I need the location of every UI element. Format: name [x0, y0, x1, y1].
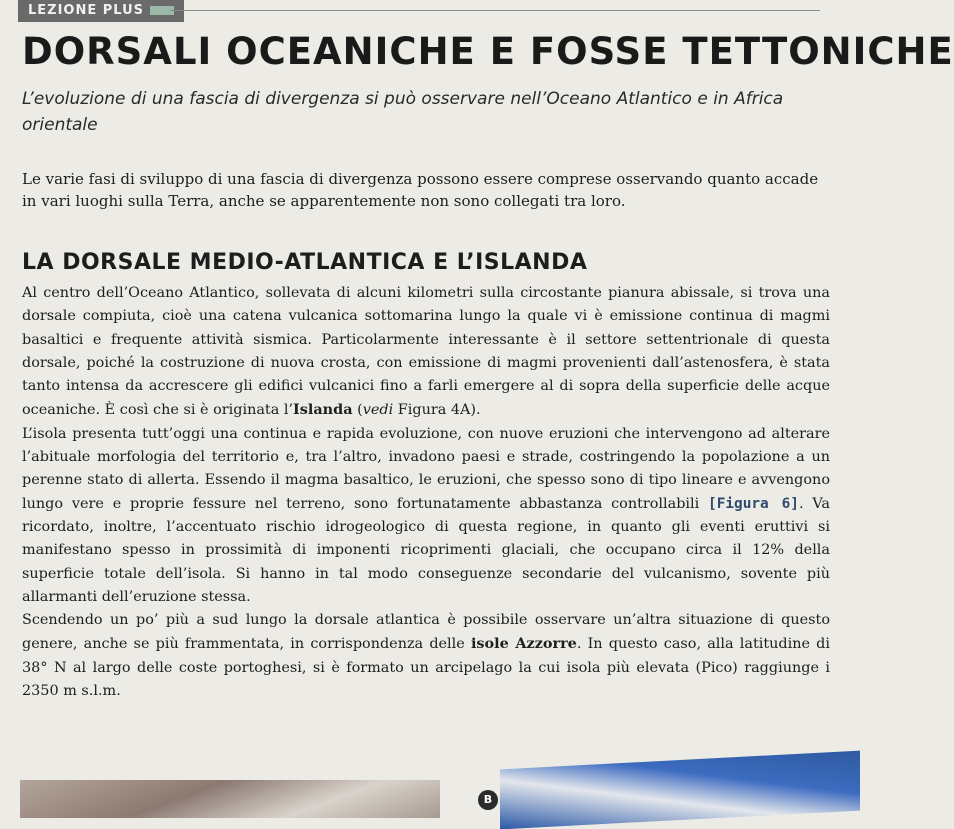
header-rule [170, 10, 820, 11]
paragraph-1-paren: ( [352, 402, 363, 419]
figure-6-reference: [Figura 6] [708, 495, 799, 512]
paragraph-1-ref: Figura 4A). [393, 402, 481, 419]
paragraph-1-text: Al centro dell’Oceano Atlantico, sollevata di alcuni kilometri sulla circostante pianura abissale, si trova una dorsale compiuta, cioè una catena vulcanica sottomarina lungo la quale vi è emissione continua di magmi basaltici e frequente attività sismica. Particolarmente interessante è il settore settentrionale di questa dorsale, poiché la costruzione di nuova crosta, con emissione di magmi provenienti dall’astenosfera, è stata tanto intensa da accrescere gli edifici vulcanici fino a farli emergere al di sopra della superficie delle acque oceaniche. È così che si è originata l’ [22, 285, 830, 419]
lesson-tag-label: LEZIONE PLUS [28, 3, 145, 18]
paragraph-3 [22, 609, 830, 703]
intro-paragraph: Le varie fasi di sviluppo di una fascia di divergenza possono essere comprese osservando quanto accade in vari luoghi sulla Terra, anche se apparentemente non sono collegati tra loro. [22, 170, 819, 210]
body-text [22, 282, 830, 703]
figure-badge: B [478, 790, 498, 810]
page-subtitle: L’evoluzione di una fascia di divergenza si può osservare nell’Oceano Atlantico e in Africa orientale [22, 89, 784, 135]
paragraph-2-text: L’isola presenta tutt’oggi una continua e rapida evoluzione, con nuove eruzioni che intervengono ad alterare l’abituale morfologia del territorio e, tra l’altro, invadono paesi e strade, costringendo la popolazione a un perenne stato di allerta. Essendo il magma basaltico, le eruzioni, che spesso sono di tipo lineare e avvengono lungo vere e proprie fessure nel terreno, sono fortunatamente abbastanza controllabili [22, 425, 830, 512]
paragraph-3-text-end: . In questo caso, alla latitudine di 38° N al largo delle coste portoghesi, si è formato un arcipelago la cui isola più elevata (Pico) raggiunge i 2350 m s.l.m. [22, 636, 831, 700]
lesson-tag [18, 0, 184, 22]
figure-photo-a [20, 780, 440, 818]
paragraph-3-text: Scendendo un po’ più a sud lungo la dorsale atlantica è possibile osservare un’altra situazione di questo genere, anche se più frammentata, in corrispondenza delle [22, 612, 830, 653]
paragraph-1 [22, 282, 830, 423]
figure-photo-b [500, 751, 860, 829]
paragraph-2 [22, 423, 830, 609]
keyword-islanda: Islanda [293, 401, 353, 419]
keyword-azzorre: isole Azzorre [470, 635, 577, 653]
section-heading: LA DORSALE MEDIO-ATLANTICA E L’ISLANDA [22, 250, 588, 275]
page-title: DORSALI OCEANICHE E FOSSE TETTONICHE [22, 30, 954, 73]
figure-photo-strip [0, 780, 860, 818]
paragraph-2-text-end: . Va ricordato, inoltre, l’accentuato rischio idrogeologico di questa regione, in quanto gli eventi eruttivi si manifestano spesso in prossimità di imponenti ricoprimenti glaciali, che occupano circa il 12% della superficie totale dell’isola. Si hanno in tal modo conseguenze secondarie del vulcanismo, sovente più allarmanti dell’eruzione stessa. [22, 495, 830, 605]
vedi-label: vedi [362, 402, 394, 419]
